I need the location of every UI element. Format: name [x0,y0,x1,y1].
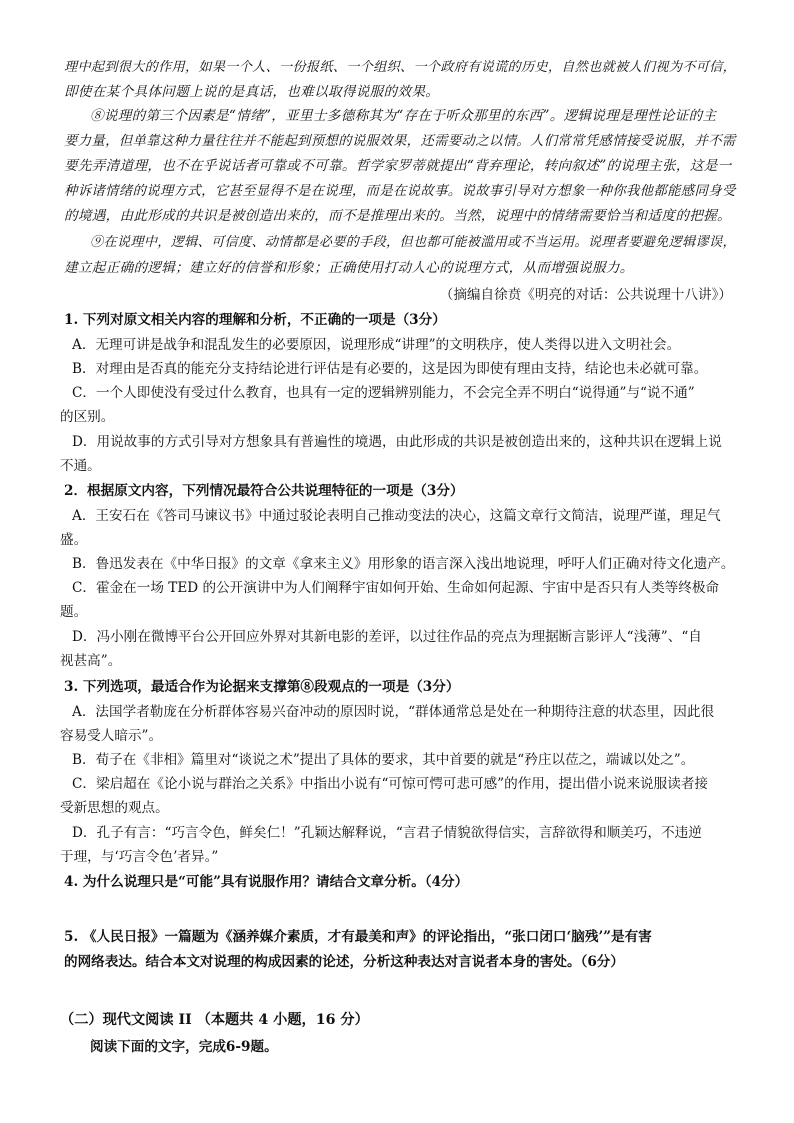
passage-line: 要先弄清道理，也不在乎说话者可靠或不可靠。哲学家罗蒂就提出“背弃理论，转向叙述”的说理主张，这是一 [64,158,732,174]
question-1-option-c-cont: 的区别。 [60,409,115,425]
question-3-option-a-cont: 容易受人暗示”。 [60,728,163,744]
passage-line: 的境遇，由此形成的共识是被创造出来的，而不是推理出来的。当然，说理中的情绪需要恰当和适度的把握。 [64,208,731,224]
question-2-option-d-cont: 视甚高”。 [60,653,122,669]
question-5-stem-cont: 的网络表达。结合本文对说理的构成因素的论述，分析这种表达对言说者本身的害处。（6分） [64,954,624,970]
question-5-stem: 5. 《人民日报》一篇题为《涵养媒介素质，才有最美和声》的评论指出，“张口闭口‘脑残’”是有害 [64,929,652,945]
source-note: （摘编自徐贲《明亮的对话：公共说理十八讲》） [439,287,732,303]
question-1-option-d: D．用说故事的方式引导对方想象具有普遍性的境遇，由此形成的共识是被创造出来的，这种共识在逻辑上说 [72,434,722,450]
section-2-title: （二）现代文阅读 II （本题共 4 小题，16 分） [60,1012,369,1028]
question-4-stem: 4. 为什么说理只是“可能”具有说服作用？请结合文章分析。（4分） [64,874,469,890]
question-1-option-a: A．无理可讲是战争和混乱发生的必要原因，说理形成“讲理”的文明秩序，使人类得以进入文明社会。 [72,337,681,353]
passage-line: 理中起到很大的作用，如果一个人、一份报纸、一个组织、一个政府有说谎的历史，自然也就被人们视为不可信， [64,60,737,75]
passage-line: 即使在某个具体问题上说的是真话，也难以取得说服的效果。 [64,84,440,100]
question-2-option-a-cont: 盛。 [60,532,88,548]
question-3-option-c: C．梁启超在《论小说与群治之关系》中指出小说有“可惊可愕可悲可感”的作用，提出借小说来说服读者接 [72,776,709,792]
question-2-option-b: B．鲁迅发表在《中华日报》的文章《拿来主义》用形象的语言深入浅出地说理，呼吁人们正确对待文化遗产。 [72,556,735,572]
passage-paragraph-9-start: ⑨在说理中，逻辑、可信度、动情都是必要的手段，但也都可能被滥用或不当运用。说理者要避免逻辑谬误， [90,235,736,250]
question-2-option-d: D．冯小刚在微博平台公开回应外界对其新电影的差评，以过往作品的亮点为理据断言影评人“浅薄”、“自 [72,629,702,645]
question-2-option-c-cont: 题。 [60,604,88,620]
question-2-option-c: C．霍金在一场 TED 的公开演讲中为人们阐释宇宙如何开始、生命如何起源、宇宙中是否只有人类等终极命 [72,580,720,596]
passage-line: 要力量，但单靠这种力量往往并不能起到预想的说服效果，还需要动之以情。人们常常凭感情接受说服，并不需 [64,134,736,149]
question-3-option-d: D．孔子有言：“巧言令色，鲜矣仁！”孔颖达解释说，“言君子情貌欲得信实，言辞欲得和顺美巧，不违逆 [72,825,702,841]
question-3-option-a: A．法国学者勒庞在分析群体容易兴奋冲动的原因时说，“群体通常总是处在一种期待注意的状态里，因此很 [72,704,715,720]
passage-line: 种诉诸情绪的说理方式，它甚至显得不是在说理，而是在说故事。说故事引导对方想象一种你我他都能感同身受 [64,184,736,199]
question-1-option-c: C．一个人即使没有受过什么教育，也具有一定的逻辑辨别能力，不会完全弄不明白“说得通”与“说不通” [72,385,695,401]
question-3-option-c-cont: 受新思想的观点。 [60,800,169,816]
section-2-instruction: 阅读下面的文字，完成6-9题。 [90,1039,278,1055]
question-1-option-b: B．对理由是否真的能充分支持结论进行评估是有必要的，这是因为即使有理由支持，结论也未必就可靠。 [72,361,708,377]
question-1-stem: 1. 下列对原文相关内容的理解和分析，不正确的一项是（3分） [64,312,446,328]
question-2-stem: 2．根据原文内容，下列情况最符合公共说理特征的一项是（3分） [64,483,464,499]
passage-line: 建立起正确的逻辑；建立好的信誉和形象；正确使用打动人心的说理方式，从而增强说服力。 [64,260,634,276]
question-3-option-d-cont: 于理，与‘巧言令色’者异。” [60,849,219,865]
question-3-option-b: B．荀子在《非相》篇里对“谈说之术”提出了具体的要求，其中首要的就是“矜庄以莅之，端诚以处之”。 [72,752,695,768]
question-2-option-a: A．王安石在《答司马谏议书》中通过驳论表明自己推动变法的决心，这篇文章行文简洁，说理严谨，理足气 [72,508,721,524]
passage-paragraph-8-start: ⑧说理的第三个因素是“情绪”，亚里士多德称其为“存在于听众那里的东西”。逻辑说理是理性论证的主 [90,108,717,124]
question-1-option-d-cont: 不通。 [60,458,101,474]
question-3-stem: 3. 下列选项，最适合作为论据来支撑第⑧段观点的一项是（3分） [64,679,460,695]
